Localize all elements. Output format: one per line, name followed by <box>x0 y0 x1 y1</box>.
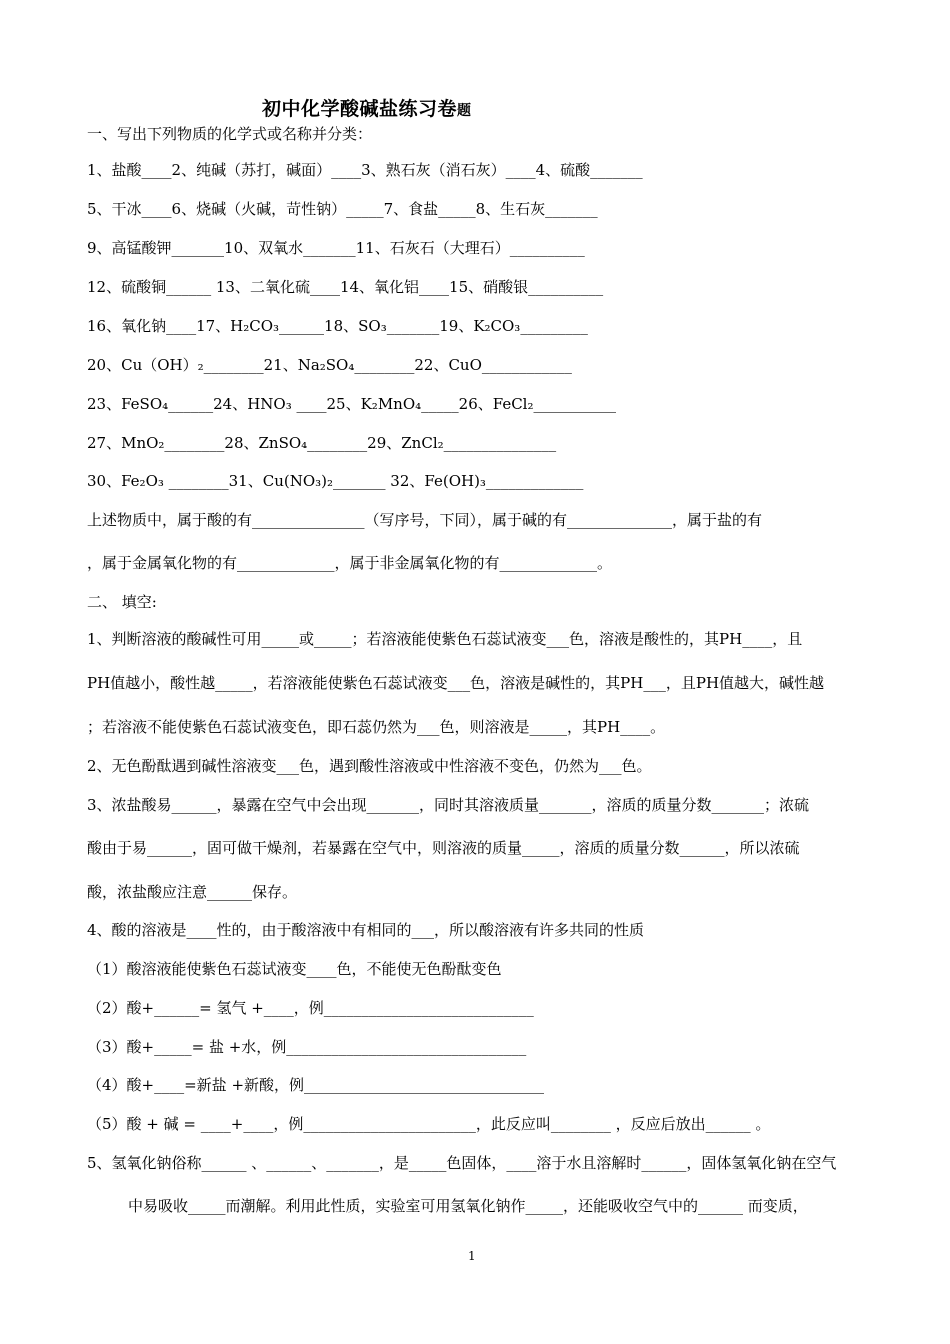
question-line: 23、FeSO₄______24、HNO₃ ____25、K₂MnO₄_____26、FeCl₂___________ <box>87 395 616 413</box>
question-line: （4）酸+____=新盐 +新酸，例________________________________ <box>87 1076 545 1094</box>
question-line: 中易吸收_____而潮解。利用此性质，实验室可用氢氧化钠作_____，还能吸收空气中的______ 而变质， <box>128 1197 808 1215</box>
question-line: 酸由于易______，固可做干燥剂，若暴露在空气中，则溶液的质量_____，溶质的质量分数______，所以浓硫 <box>87 839 800 857</box>
section-1-heading: 一、写出下列物质的化学式或名称并分类： <box>87 125 373 143</box>
question-line: 2、无色酚酞遇到碱性溶液变___色，遇到酸性溶液或中性溶液不变色，仍然为___色。 <box>87 757 652 775</box>
section-2-heading: 二、 填空: <box>87 593 157 611</box>
question-line: 4、酸的溶液是____性的，由于酸溶液中有相同的___，所以酸溶液有许多共同的性质 <box>87 921 645 939</box>
question-line: ，属于金属氧化物的有_____________，属于非金属氧化物的有_____________。 <box>87 554 613 572</box>
question-line: 上述物质中，属于酸的有_______________（写序号，下同），属于碱的有______________，属于盐的有 <box>87 511 763 529</box>
question-line: 27、MnO₂________28、ZnSO₄________29、ZnCl₂_______________ <box>87 434 557 452</box>
question-line: ；若溶液不能使紫色石蕊试液变色，即石蕊仍然为___色，则溶液是_____，其PH____。 <box>87 718 666 736</box>
question-line: PH值越小，酸性越_____，若溶液能使紫色石蕊试液变___色，溶液是碱性的，其PH___，且PH值越大，碱性越 <box>87 674 825 692</box>
question-line: 16、氧化钠____17、H₂CO₃______18、SO₃_______19、K₂CO₃_________ <box>87 317 588 335</box>
question-line: 5、氢氧化钠俗称______ 、______、_______，是_____色固体，____溶于水且溶解时______，固体氢氧化钠在空气 <box>87 1154 837 1172</box>
question-line: 20、Cu（OH）₂________21、Na₂SO₄________22、CuO____________ <box>87 356 572 374</box>
document-title: 初中化学酸碱盐练习卷题 <box>262 98 472 120</box>
question-line: 1、盐酸____2、纯碱（苏打，碱面）____3、熟石灰（消石灰）____4、硫酸_______ <box>87 161 643 179</box>
question-line: （5）酸 + 碱 = ____+____，例_______________________，此反应叫________ ，反应后放出______ 。 <box>87 1115 771 1133</box>
question-line: 1、判断溶液的酸碱性可用_____或_____；若溶液能使紫色石蕊试液变___色，溶液是酸性的，其PH____，且 <box>87 630 803 648</box>
question-line: 9、高锰酸钾_______10、双氧水_______11、石灰石（大理石）__________ <box>87 239 585 257</box>
page-number: 1 <box>468 1249 476 1263</box>
question-line: （1）酸溶液能使紫色石蕊试液变____色，不能使无色酚酞变色 <box>87 960 502 978</box>
question-line: （2）酸+______= 氢气 +____，例____________________________ <box>87 999 534 1017</box>
title-suffix: 题 <box>457 103 472 119</box>
question-line: 5、干冰____6、烧碱（火碱，苛性钠）_____7、食盐_____8、生石灰_______ <box>87 200 598 218</box>
question-line: （3）酸+_____= 盐 +水，例________________________________ <box>87 1038 527 1056</box>
question-line: 酸，浓盐酸应注意______保存。 <box>87 883 298 901</box>
question-line: 3、浓盐酸易______，暴露在空气中会出现_______，同时其溶液质量_______，溶质的质量分数_______；浓硫 <box>87 796 810 814</box>
question-line: 12、硫酸铜______ 13、二氧化硫____14、氧化铝____15、硝酸银__________ <box>87 278 604 296</box>
question-line: 30、Fe₂O₃ ________31、Cu(NO₃)₂_______ 32、Fe(OH)₃_____________ <box>87 472 584 490</box>
